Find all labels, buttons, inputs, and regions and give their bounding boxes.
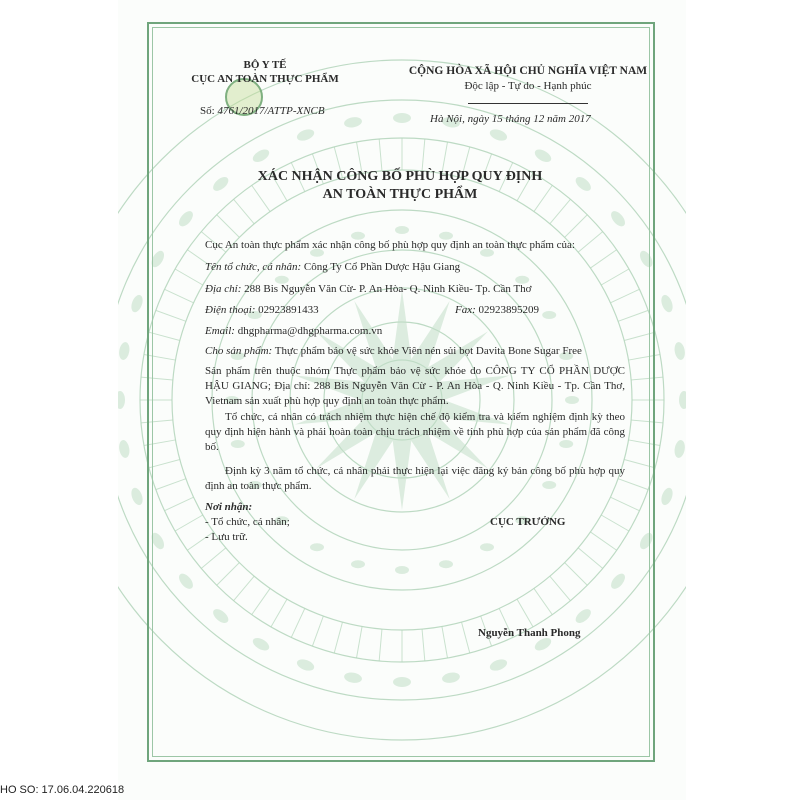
recipients-block bbox=[205, 500, 290, 545]
phone-line bbox=[205, 303, 319, 318]
title-line-2: AN TOÀN THỰC PHẨM bbox=[322, 187, 478, 202]
org-line bbox=[205, 260, 460, 275]
dossier-code: HO SO: 17.06.04.220618 bbox=[0, 784, 125, 796]
drum-bird-figure bbox=[679, 391, 686, 409]
nation-motto: Độc lập - Tự do - Hạnh phúc bbox=[464, 80, 592, 92]
recipients-title: Nơi nhận: bbox=[205, 501, 253, 513]
issuer-header bbox=[155, 58, 375, 86]
email-label: Email: bbox=[205, 325, 235, 337]
fax-value: 02923895209 bbox=[478, 304, 540, 316]
signer-name: Nguyễn Thanh Phong bbox=[478, 627, 581, 639]
phone-value: 02923891433 bbox=[258, 304, 319, 316]
motto-underline bbox=[378, 94, 678, 95]
paragraph-1: Sản phẩm trên thuộc nhóm Thực phẩm bảo vệ sức khỏe do CÔNG TY CỔ PHẦN DƯỢC HẬU GIANG; Địa chỉ: 288 Bis Nguyễn Văn Cừ - P. An Hòa - Q. Ninh Kiều - Tp. Cần Thơ, Vietnam sản xuất phù hợp quy định an toàn thực phẩm. bbox=[205, 365, 625, 407]
fax-line bbox=[455, 303, 539, 318]
drum-bird-figure bbox=[673, 439, 686, 458]
fax-label: Fax: bbox=[455, 304, 476, 316]
paragraph-2: Tổ chức, cá nhân có trách nhiệm thực hiện chế độ kiểm tra và kiểm nghiệm định kỳ theo quy định hiện hành và phải hoàn toàn chịu trách nhiệm về tính phù hợp của sản phẩm đã công bố. bbox=[205, 411, 625, 453]
product-line bbox=[205, 344, 582, 359]
paragraph-3: Định kỳ 3 năm tổ chức, cá nhân phải thực hiện lại việc đăng ký bản công bố phù hợp quy định an toàn thực phẩm. bbox=[205, 465, 625, 492]
recipient-item-2: - Lưu trữ. bbox=[205, 531, 248, 543]
drum-bird-figure bbox=[129, 486, 145, 506]
org-label: Tên tổ chức, cá nhân: bbox=[205, 261, 302, 273]
org-value: Công Ty Cổ Phần Dược Hậu Giang bbox=[303, 261, 461, 273]
drum-bird-figure bbox=[659, 486, 675, 506]
address-value: 288 Bis Nguyễn Văn Cừ- P. An Hòa- Q. Ninh Kiều- Tp. Cần Thơ bbox=[244, 283, 532, 295]
number-value: 4761/2017/ATTP-XNCB bbox=[217, 105, 325, 117]
ministry-name: BỘ Y TẾ bbox=[243, 59, 287, 71]
product-label: Cho sản phẩm: bbox=[205, 345, 273, 357]
nation-name: CỘNG HÒA XÃ HỘI CHỦ NGHĨA VIỆT NAM bbox=[408, 65, 648, 77]
document-title bbox=[160, 168, 640, 204]
address-line bbox=[205, 282, 532, 297]
phone-label: Điện thoại: bbox=[205, 304, 256, 316]
intro-text: Cục An toàn thực phẩm xác nhận công bố phù hợp quy định an toàn thực phẩm của: bbox=[205, 239, 575, 251]
address-label: Địa chỉ: bbox=[205, 283, 242, 295]
signer-role: CỤC TRƯỞNG bbox=[490, 516, 566, 528]
number-label: Số: bbox=[200, 105, 215, 117]
email-value: dhgpharma@dhgpharma.com.vn bbox=[237, 325, 383, 337]
drum-bird-figure bbox=[129, 293, 145, 313]
drum-bird-figure bbox=[118, 341, 131, 360]
date-line: Hà Nội, ngày 15 tháng 12 năm 2017 bbox=[430, 113, 591, 125]
drum-bird-figure bbox=[118, 391, 125, 409]
nation-header bbox=[378, 64, 678, 95]
drum-bird-figure bbox=[673, 341, 686, 360]
document-number bbox=[200, 104, 325, 119]
recipient-item-1: - Tổ chức, cá nhân; bbox=[205, 516, 290, 528]
department-name: CỤC AN TOÀN THỰC PHẨM bbox=[191, 73, 339, 85]
title-line-1: XÁC NHẬN CÔNG BỐ PHÙ HỢP QUY ĐỊNH bbox=[257, 169, 543, 184]
drum-bird-figure bbox=[118, 439, 131, 458]
email-line bbox=[205, 324, 382, 339]
product-value: Thực phẩm bảo vệ sức khỏe Viên nén sủi bọt Davita Bone Sugar Free bbox=[274, 345, 582, 357]
drum-bird-figure bbox=[659, 293, 675, 313]
